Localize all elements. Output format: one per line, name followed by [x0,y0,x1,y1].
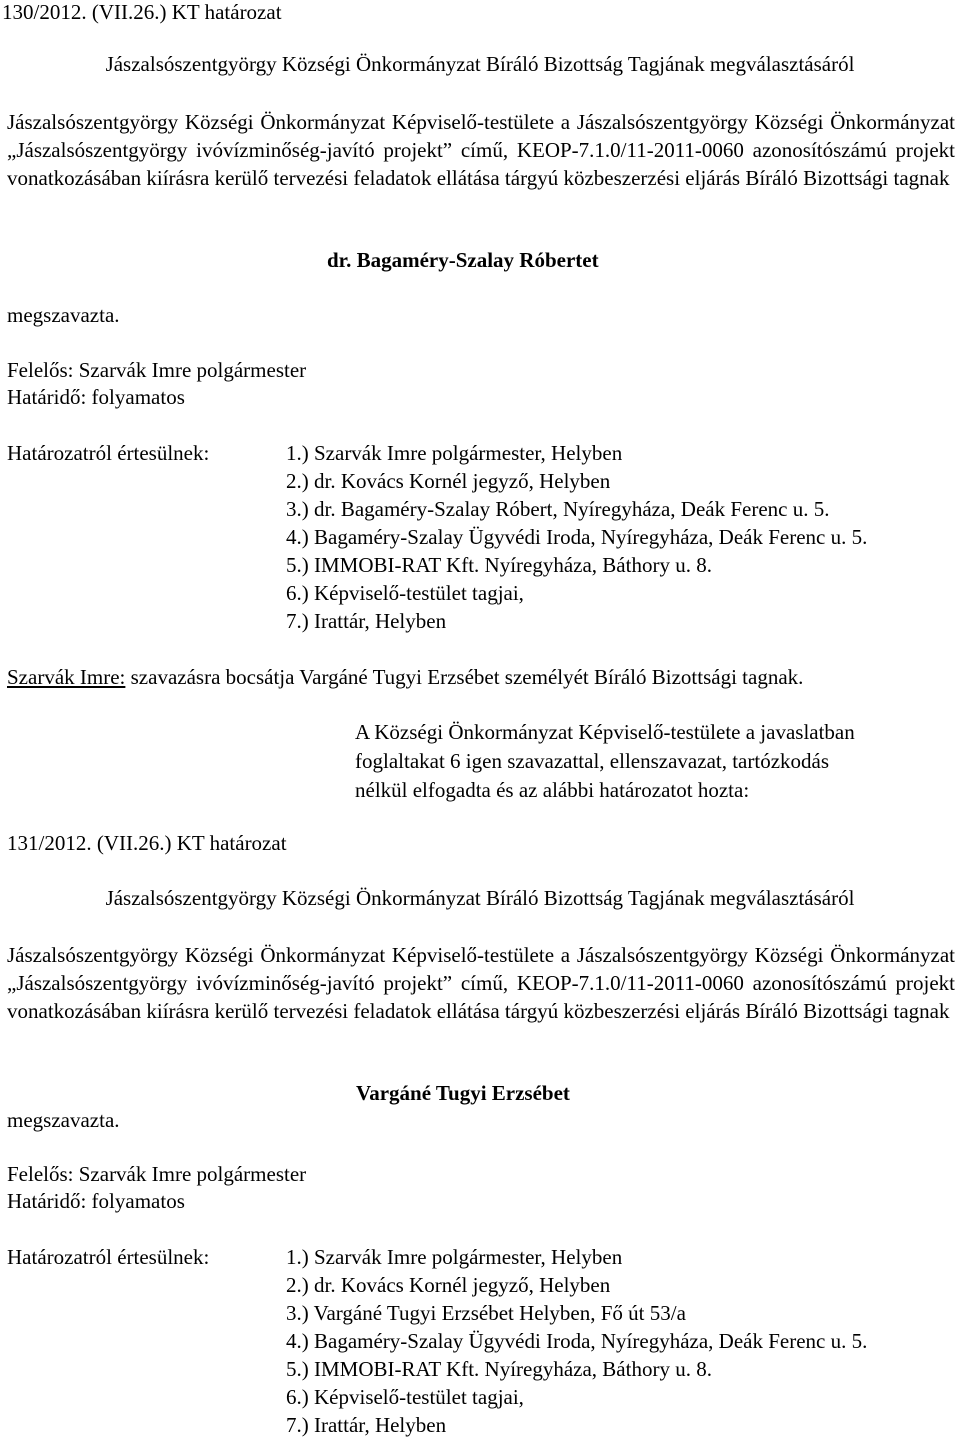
resolution-130-notify-list [286,439,867,635]
list-item: 6.) Képviselő-testület tagjai, [286,1385,524,1409]
list-item: 3.) dr. Bagaméry-Szalay Róbert, Nyíregyháza, Deák Ferenc u. 5. [286,497,830,521]
resolution-130-responsible: Felelős: Szarvák Imre polgármester [7,358,307,382]
list-item: 4.) Bagaméry-Szalay Ügyvédi Iroda, Nyíregyháza, Deák Ferenc u. 5. [286,525,868,549]
resolution-130-body: Jászalsószentgyörgy Községi Önkormányzat Képviselő-testülete a Jászalsószentgyörgy Községi Önkormányzat „Jászalsószentgyörgy ivóvízminőség-javító projekt” című, KEOP-7.1.0/11-2011-0060 azonosítószámú projekt vonatkozásában kiírásra kerülő tervezési feladatok ellátása tárgyú közbeszerzési eljárás Bíráló Bizottsági tagnak [7,110,955,190]
resolution-130-title: Jászalsószentgyörgy Községi Önkormányzat Bíráló Bizottság Tagjának megválasztásáról [105,52,855,76]
list-item: 4.) Bagaméry-Szalay Ügyvédi Iroda, Nyíregyháza, Deák Ferenc u. 5. [286,1329,868,1353]
list-item: 1.) Szarvák Imre polgármester, Helyben [286,1245,623,1269]
resolution-130-number: 130/2012. (VII.26.) KT határozat [2,0,282,24]
resolution-130-notify-label: Határozatról értesülnek: [7,441,210,465]
vote-line: A Községi Önkormányzat Képviselő-testülete a javaslatban [355,720,855,744]
resolution-131-deadline: Határidő: folyamatos [7,1189,185,1213]
list-item: 3.) Vargáné Tugyi Erzsébet Helyben, Fő út 53/a [286,1301,686,1325]
motion-line [7,663,803,691]
list-item: 1.) Szarvák Imre polgármester, Helyben [286,441,623,465]
vote-line: foglaltakat 6 igen szavazattal, ellenszavazat, tartózkodás [355,749,830,773]
resolution-130-deadline: Határidő: folyamatos [7,385,185,409]
resolution-130-elected-verb: megszavazta. [7,303,120,327]
vote-statement [355,718,855,805]
list-item: 2.) dr. Kovács Kornél jegyző, Helyben [286,469,611,493]
list-item: 6.) Képviselő-testület tagjai, [286,581,524,605]
resolution-131-number: 131/2012. (VII.26.) KT határozat [7,831,287,855]
resolution-131-elected-name: Vargáné Tugyi Erzsébet [356,1081,570,1105]
motion-speaker: Szarvák Imre: [7,665,126,689]
resolution-131-notify-label: Határozatról értesülnek: [7,1245,210,1269]
list-item: 5.) IMMOBI-RAT Kft. Nyíregyháza, Báthory u. 8. [286,553,712,577]
resolution-131-body: Jászalsószentgyörgy Községi Önkormányzat Képviselő-testülete a Jászalsószentgyörgy Községi Önkormányzat „Jászalsószentgyörgy ivóvízminőség-javító projekt” című, KEOP-7.1.0/11-2011-0060 azonosítószámú projekt vonatkozásában kiírásra kerülő tervezési feladatok ellátása tárgyú közbeszerzési eljárás Bíráló Bizottsági tagnak [7,943,955,1023]
list-item: 5.) IMMOBI-RAT Kft. Nyíregyháza, Báthory u. 8. [286,1357,712,1381]
vote-line: nélkül elfogadta és az alábbi határozatot hozta: [355,778,750,802]
resolution-131-title: Jászalsószentgyörgy Községi Önkormányzat Bíráló Bizottság Tagjának megválasztásáról [105,886,855,910]
list-item: 2.) dr. Kovács Kornél jegyző, Helyben [286,1273,611,1297]
resolution-131-notify-list [286,1243,867,1439]
motion-text: szavazásra bocsátja Vargáné Tugyi Erzsébet személyét Bíráló Bizottsági tagnak. [125,665,804,689]
list-item: 7.) Irattár, Helyben [286,609,447,633]
resolution-131-elected-verb: megszavazta. [7,1108,120,1132]
list-item: 7.) Irattár, Helyben [286,1413,447,1437]
resolution-131-responsible: Felelős: Szarvák Imre polgármester [7,1162,307,1186]
resolution-130-elected-name: dr. Bagaméry-Szalay Róbertet [327,248,599,272]
